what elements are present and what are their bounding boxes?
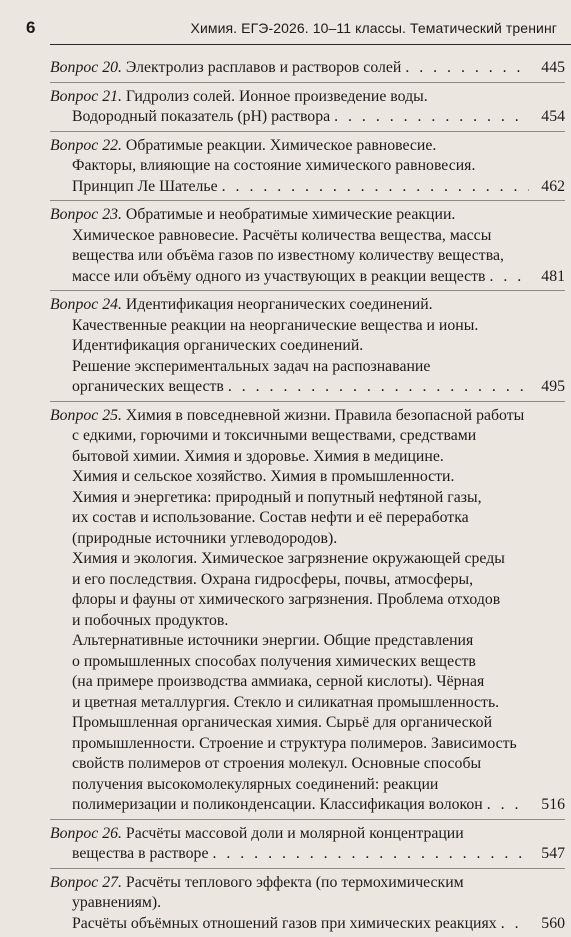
toc-entry [50, 402, 565, 820]
toc-entry-line [50, 177, 565, 198]
toc-line-text [72, 735, 517, 752]
topic-text: Химия и энергетика: природный и попутный нефтяной газы, [72, 489, 482, 506]
topic-text: органических веществ [72, 378, 224, 395]
toc-entry [50, 869, 565, 937]
toc-line-text [72, 844, 208, 865]
toc-line-text [72, 157, 475, 174]
topic-text: Химия и экология. Химическое загрязнение окружающей среды [72, 550, 505, 567]
toc-line-text [72, 795, 483, 816]
question-label: Вопрос 21. [50, 88, 122, 105]
topic-text: Расчёты теплового эффекта (по термохимическим [126, 874, 464, 891]
toc-entry [50, 820, 565, 869]
toc-entry-line [50, 824, 565, 845]
toc-entry-line [50, 295, 565, 316]
topic-text: и его последствия. Охрана гидросферы, почвы, атмосферы, [72, 571, 473, 588]
topic-text: и цветная металлургия. Стекло и силикатная промышленность. [72, 694, 499, 711]
toc-line-text [72, 894, 161, 911]
header-rule [50, 44, 571, 45]
toc-entry [50, 291, 565, 402]
topic-text: полимеризации и поликонденсации. Классификация волокон [72, 796, 483, 813]
question-label: Вопрос 23. [50, 206, 122, 223]
toc-page-number: 516 [535, 795, 565, 816]
toc-line-text [72, 509, 469, 526]
toc-line-text [72, 550, 505, 567]
toc-line-text [72, 612, 228, 629]
toc-entry-line [50, 873, 565, 894]
leader-dots [501, 914, 529, 935]
topic-text: получения высокомолекулярных соединений: реакции [72, 776, 438, 793]
topic-text: Факторы, влияющие на состояние химического равновесия. [72, 157, 475, 174]
toc-line-text [72, 267, 485, 288]
leader-dots [334, 107, 529, 128]
question-label: Вопрос 25. [50, 407, 122, 424]
toc-entry [50, 201, 565, 291]
topic-text: Идентификация неорганических соединений. [126, 296, 433, 313]
toc-entry-line [50, 795, 565, 816]
toc-entry-line [50, 205, 565, 226]
toc-line-text [72, 358, 430, 375]
toc-line-text [72, 317, 478, 334]
topic-text: Идентификация органических соединений. [72, 337, 363, 354]
topic-text: Химия в повседневной жизни. Правила безопасной работы [126, 407, 524, 424]
toc-page-number: 462 [535, 177, 565, 198]
toc-page-number: 547 [535, 844, 565, 865]
toc-line-text [50, 137, 436, 154]
toc-line-text [72, 489, 482, 506]
toc-entry-line [50, 377, 565, 398]
toc-entry-line [50, 611, 565, 632]
toc-entry-line [50, 652, 565, 673]
toc-entry-line [50, 447, 565, 468]
toc-entry-line [50, 87, 565, 108]
toc-entry-line [50, 156, 565, 177]
question-label: Вопрос 24. [50, 296, 122, 313]
toc-line-text [50, 206, 455, 223]
toc-page-number: 481 [535, 267, 565, 288]
topic-text: их состав и использование. Состав нефти и её переработка [72, 509, 469, 526]
topic-text: вещества или объёма газов по известному количеству вещества, [72, 247, 504, 264]
topic-text: Обратимые реакции. Химическое равновесие. [126, 137, 436, 154]
topic-text: и побочных продуктов. [72, 612, 228, 629]
topic-text: Расчёты массовой доли и молярной концентрации [126, 825, 464, 842]
toc-entry-line [50, 672, 565, 693]
topic-text: промышленности. Строение и структура полимеров. Зависимость [72, 735, 517, 752]
toc-line-text [72, 755, 481, 772]
toc-entry-line [50, 590, 565, 611]
toc-entry-line [50, 336, 565, 357]
toc-entry-line [50, 406, 565, 427]
toc-line-text [72, 468, 454, 485]
toc-entry-line [50, 914, 565, 935]
topic-text: Принцип Ле Шателье [72, 178, 218, 195]
question-label: Вопрос 20. [50, 59, 122, 76]
toc-line-text [72, 530, 337, 547]
topic-text: с едкими, горючими и токсичными веществами, средствами [72, 427, 476, 444]
toc-entry-line [50, 570, 565, 591]
toc-entry-line [50, 734, 565, 755]
toc-line-text [72, 694, 499, 711]
toc-line-text [50, 296, 433, 313]
toc-line-text [72, 247, 504, 264]
toc-entry [50, 132, 565, 202]
topic-text: свойств полимеров от строения молекул. Основные способы [72, 755, 481, 772]
toc-entry-line [50, 775, 565, 796]
topic-text: Расчёты объёмных отношений газов при химических реакциях [72, 915, 497, 932]
toc-line-text [72, 632, 473, 649]
running-title: Химия. ЕГЭ-2026. 10–11 классы. Тематический тренинг [191, 20, 558, 36]
toc-entry-line [50, 316, 565, 337]
topic-text: Альтернативные источники энергии. Общие представления [72, 632, 473, 649]
toc-line-text [72, 776, 438, 793]
leader-dots [489, 267, 529, 288]
toc-line-text [50, 825, 464, 842]
topic-text: Гидролиз солей. Ионное произведение воды. [126, 88, 428, 105]
toc-line-text [72, 377, 224, 398]
toc-line-text [72, 591, 500, 608]
toc-line-text [72, 653, 476, 670]
toc-line-text [72, 714, 492, 731]
toc-entry-line [50, 844, 565, 865]
toc-line-text [50, 407, 524, 424]
topic-text: о промышленных способах получения химических веществ [72, 653, 476, 670]
topic-text: Химия и сельское хозяйство. Химия в промышленности. [72, 468, 454, 485]
topic-text: вещества в растворе [72, 845, 208, 862]
topic-text: массе или объёму одного из участвующих в реакции веществ [72, 268, 485, 285]
toc-entry-line [50, 107, 565, 128]
toc-entry-line [50, 549, 565, 570]
toc-line-text [50, 58, 401, 79]
toc-entry-line [50, 693, 565, 714]
toc-page-number: 454 [535, 107, 565, 128]
toc-line-text [72, 107, 330, 128]
toc-line-text [72, 337, 363, 354]
leader-dots [405, 58, 529, 79]
topic-text: (на примере производства аммиака, серной кислоты). Чёрная [72, 673, 484, 690]
leader-dots [487, 795, 529, 816]
question-label: Вопрос 22. [50, 137, 122, 154]
toc-entry-line [50, 529, 565, 550]
toc-entry-line [50, 226, 565, 247]
topic-text: Водородный показатель (pH) раствора [72, 108, 330, 125]
toc-entry-line [50, 713, 565, 734]
topic-text: флоры и фауны от химического загрязнения. Проблема отходов [72, 591, 500, 608]
toc-page-number: 560 [535, 914, 565, 935]
topic-text: Качественные реакции на неорганические вещества и ионы. [72, 317, 478, 334]
toc-line-text [72, 571, 473, 588]
topic-text: уравнениям). [72, 894, 161, 911]
toc-line-text [50, 88, 428, 105]
question-label: Вопрос 26. [50, 825, 122, 842]
toc-entry-line [50, 267, 565, 288]
topic-text: Обратимые и необратимые химические реакции. [126, 206, 455, 223]
topic-text: Решение экспериментальных задач на распознавание [72, 358, 430, 375]
page-number: 6 [26, 18, 35, 38]
toc-entry-line [50, 508, 565, 529]
toc-line-text [72, 227, 491, 244]
toc-line-text [72, 914, 497, 935]
toc-entry-line [50, 754, 565, 775]
toc-entry-line [50, 357, 565, 378]
toc-entry-line [50, 488, 565, 509]
topic-text: бытовой химии. Химия и здоровье. Химия в медицине. [72, 448, 444, 465]
leader-dots [212, 844, 529, 865]
toc-line-text [72, 448, 444, 465]
toc-line-text [72, 673, 484, 690]
toc-entry-line [50, 58, 565, 79]
toc-page-number: 495 [535, 377, 565, 398]
toc-line-text [50, 874, 464, 891]
leader-dots [228, 377, 529, 398]
topic-text: Промышленная органическая химия. Сырьё для органической [72, 714, 492, 731]
toc-entry [50, 54, 565, 83]
toc-entry-line [50, 136, 565, 157]
toc-line-text [72, 177, 218, 198]
page-header [0, 0, 571, 48]
topic-text: Электролиз расплавов и растворов солей [126, 59, 401, 76]
table-of-contents [50, 54, 565, 937]
toc-line-text [72, 427, 476, 444]
toc-entry-line [50, 893, 565, 914]
toc-entry-line [50, 246, 565, 267]
topic-text: Химическое равновесие. Расчёты количества вещества, массы [72, 227, 491, 244]
question-label: Вопрос 27. [50, 874, 122, 891]
toc-entry [50, 83, 565, 132]
toc-page-number: 445 [535, 58, 565, 79]
toc-entry-line [50, 631, 565, 652]
toc-entry-line [50, 426, 565, 447]
topic-text: (природные источники углеводородов). [72, 530, 337, 547]
toc-entry-line [50, 467, 565, 488]
leader-dots [222, 177, 529, 198]
